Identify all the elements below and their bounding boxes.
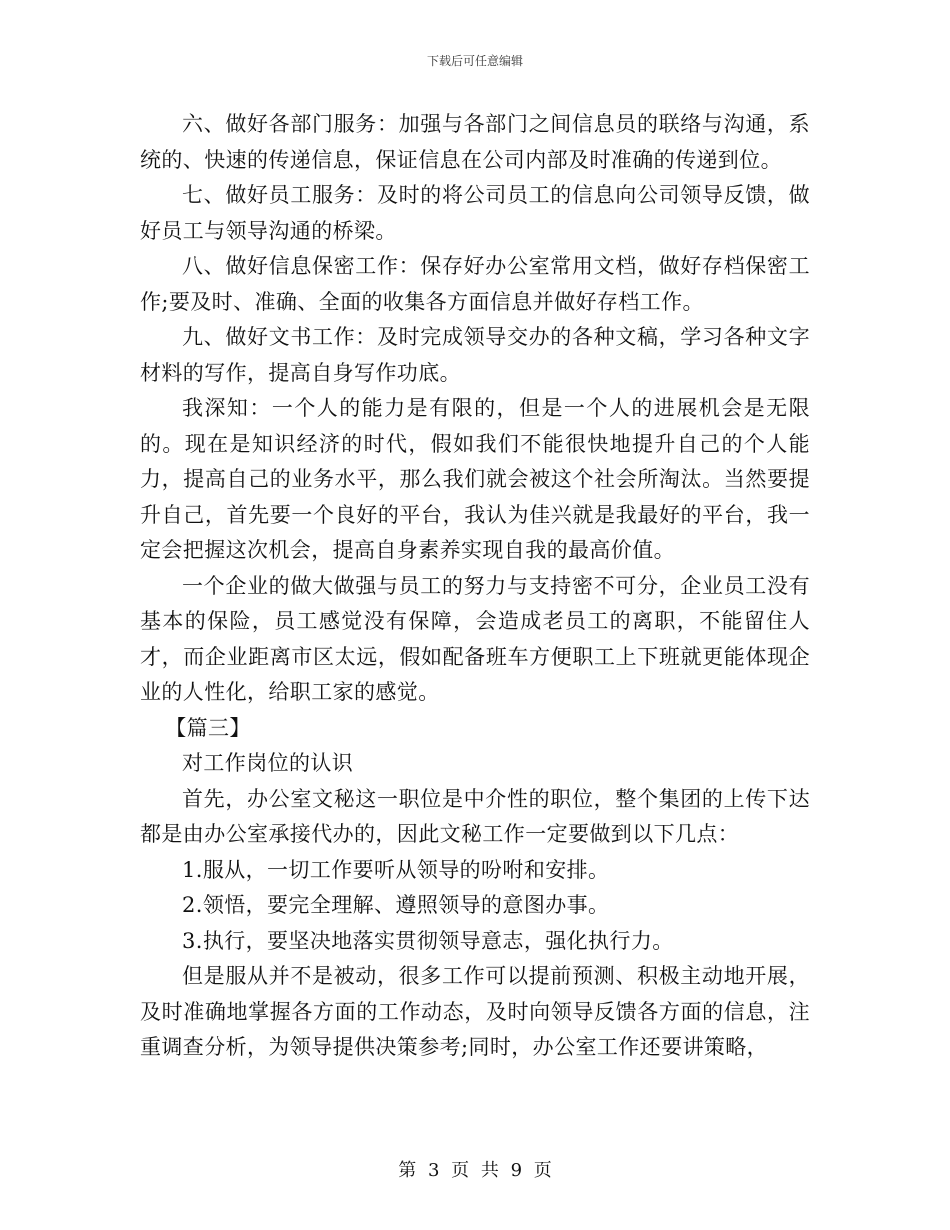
- section-heading-part-three: 【篇三】: [165, 715, 251, 740]
- paragraph-enterprise-support: 一个企业的做大做强与员工的努力与支持密不可分，企业员工没有基本的保险，员工感觉没有保障，会造成老员工的离职，不能留住人才，而企业距离市区太远，假如配备班车方便职工上下班就更能体现企业的人性化，给职工家的感觉。: [140, 573, 810, 704]
- paragraph-self-improvement: 我深知：一个人的能力是有限的，但是一个人的进展机会是无限的。现在是知识经济的时代，假如我们不能很快地提升自己的个人能力，提高自己的业务水平，那么我们就会被这个社会所淘汰。当然要提升自己，首先要一个良好的平台，我认为佳兴就是我最好的平台，我一定会把握这次机会，提高自身素养实现自我的最高价值。: [140, 396, 810, 562]
- paragraph-clerical-work: 九、做好文书工作：及时完成领导交办的各种文稿，学习各种文字材料的写作，提高自身写作功底。: [140, 325, 810, 385]
- page-header-note: 下载后可任意编辑: [426, 54, 523, 68]
- paragraph-secretary-role: 首先，办公室文秘这一职位是中介性的职位，整个集团的上传下达都是由办公室承接代办的，因此文秘工作一定要做到以下几点：: [140, 786, 810, 846]
- list-item-execute: 3.执行，要坚决地落实贯彻领导意志，强化执行力。: [182, 928, 674, 953]
- paragraph-department-service: 六、做好各部门服务：加强与各部门之间信息员的联络与沟通，系统的、快速的传递信息，保证信息在公司内部及时准确的传递到位。: [140, 112, 810, 172]
- paragraph-proactive-work: 但是服从并不是被动，很多工作可以提前预测、积极主动地开展，及时准确地掌握各方面的工作动态，及时向领导反馈各方面的信息，注重调查分析，为领导提供决策参考;同时，办公室工作还要讲策略，: [140, 964, 810, 1059]
- list-item-obey: 1.服从，一切工作要听从领导的吩咐和安排。: [182, 857, 610, 882]
- page-number-footer: 第 3 页 共 9 页: [398, 1160, 552, 1181]
- paragraph-employee-service: 七、做好员工服务：及时的将公司员工的信息向公司领导反馈，做好员工与领导沟通的桥梁。: [140, 183, 810, 243]
- list-item-comprehend: 2.领悟，要完全理解、遵照领导的意图办事。: [182, 893, 610, 917]
- subheading-job-understanding: 对工作岗位的认识: [182, 751, 354, 775]
- document-body: [140, 107, 810, 1066]
- paragraph-confidentiality: 八、做好信息保密工作：保存好办公室常用文档，做好存档保密工作;要及时、准确、全面的收集各方面信息并做好存档工作。: [140, 254, 810, 314]
